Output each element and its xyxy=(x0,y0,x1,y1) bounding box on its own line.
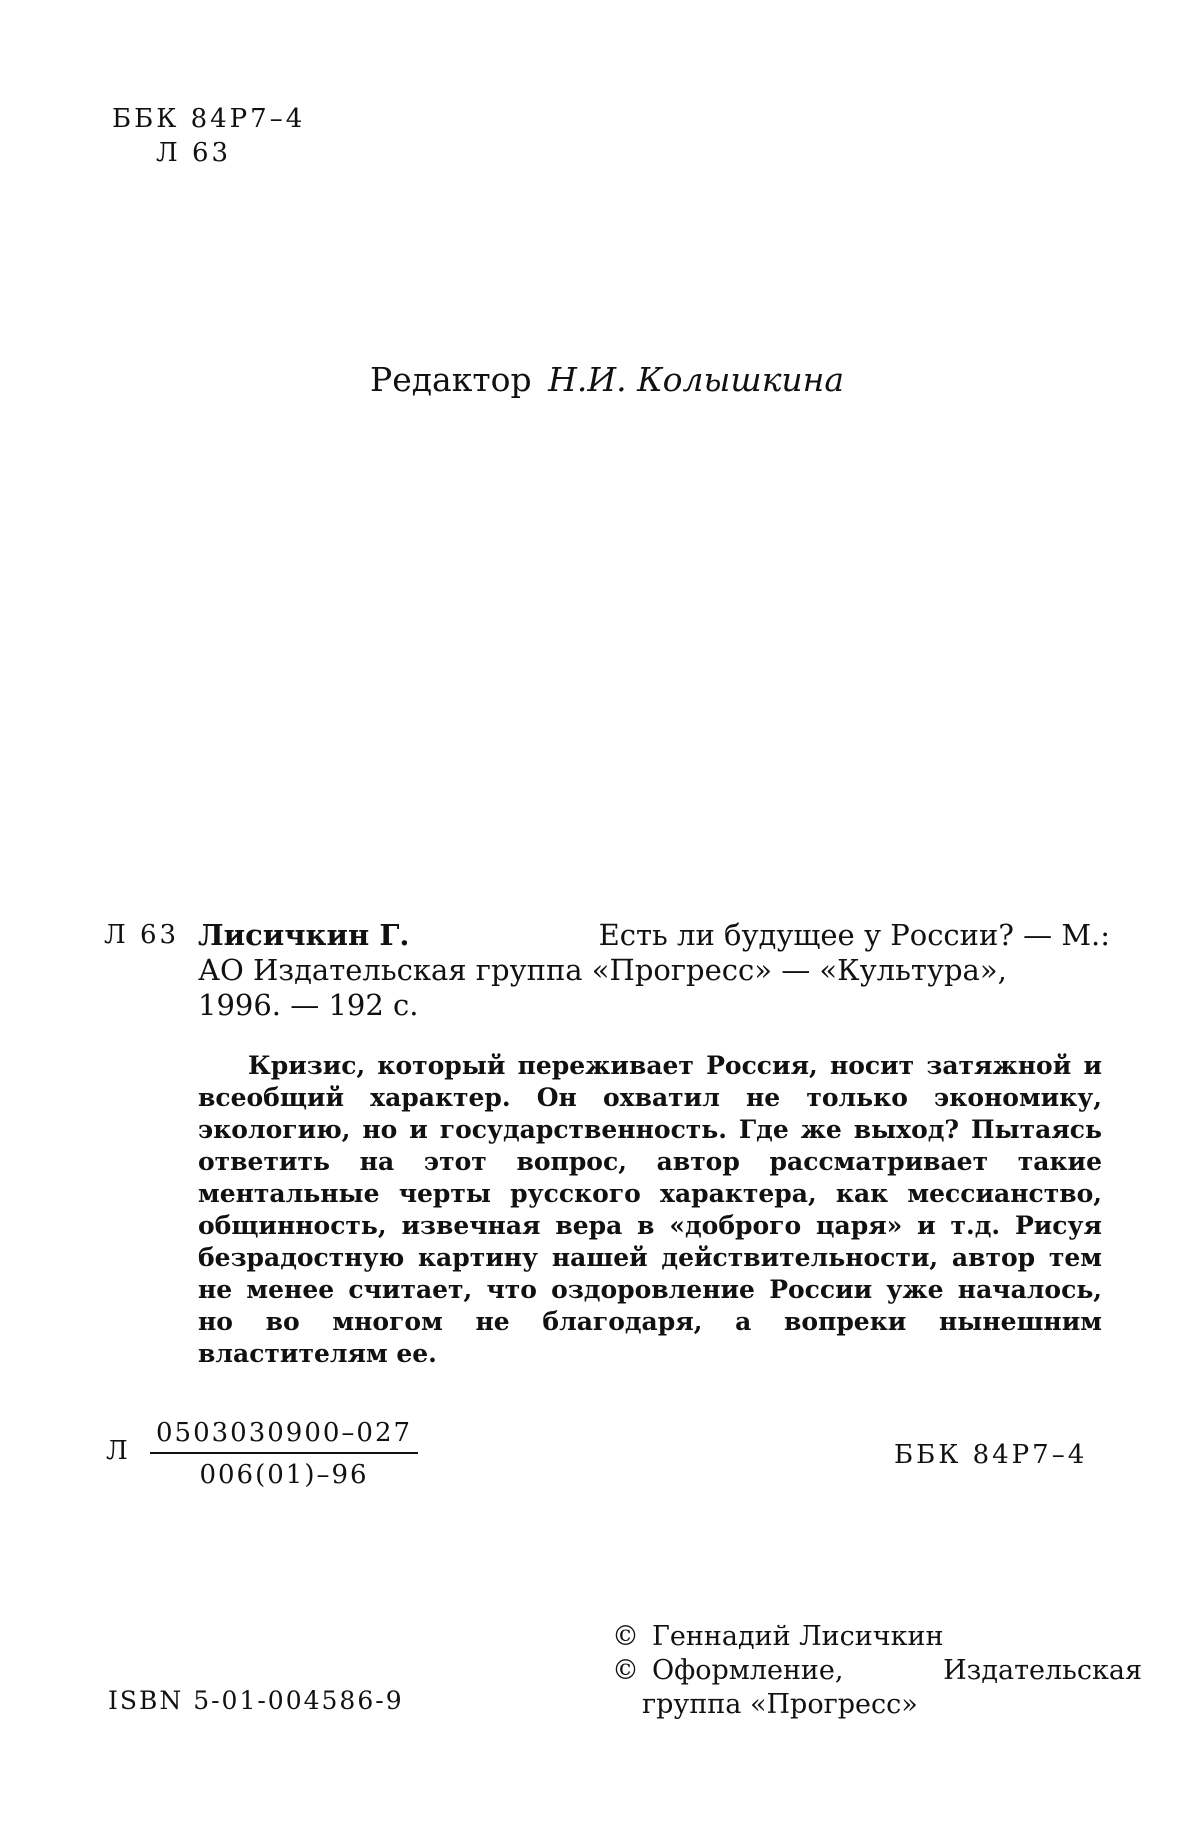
copyright-author: Геннадий Лисичкин xyxy=(652,1621,944,1652)
publication-index xyxy=(150,1418,418,1490)
copyright-line xyxy=(612,1688,1142,1722)
index-letter: Л xyxy=(106,1436,128,1466)
entry-year-pages-text: 1996. — 192 с. xyxy=(198,988,419,1022)
index-numerator: 0503030900–027 xyxy=(150,1418,418,1454)
copyright-block xyxy=(612,1620,1142,1722)
bbk-code: ББК 84Р7–4 xyxy=(112,104,306,134)
entry-publisher xyxy=(198,953,1110,988)
entry-year-pages xyxy=(198,988,1110,1023)
copyright-icon: © xyxy=(612,1655,639,1686)
copyright-line xyxy=(612,1620,1142,1654)
editor-label: Редактор xyxy=(370,360,532,399)
copyright-design xyxy=(652,1654,1142,1688)
entry-title: Есть ли будущее у России? — М.: xyxy=(598,918,1110,952)
index-denominator: 006(01)–96 xyxy=(199,1460,369,1490)
editor-name: Н.И. Колышкина xyxy=(548,360,845,399)
copyright-icon: © xyxy=(612,1621,639,1652)
copyright-design-label: Оформление, xyxy=(652,1655,844,1686)
editor-credit xyxy=(370,360,844,399)
abstract-text: Кризис, который переживает Россия, носит затяжной и всеобщий характер. Он охватил не только экономику, экологию, но и государственность. Где же выход? Пытаясь ответить на этот вопрос, автор рассматривает такие ментальные черты русского характера, как мессианство, общинность, извечная вера в «доброго царя» и т.д. Рисуя безрадостную картину нашей действительности, автор тем не менее считает, что оздоровление России уже началось, но во многом не благодаря, а вопреки нынешним властителям ее. xyxy=(198,1051,1102,1368)
bbk-classification-bottom: ББК 84Р7–4 xyxy=(894,1440,1088,1470)
catalog-entry xyxy=(198,918,1110,1023)
entry-author: Лисичкин Г. xyxy=(198,918,410,952)
entry-publisher-text: АО Издательская группа «Прогресс» — «Культура», xyxy=(198,953,1007,987)
copyright-design-publisher: Издательская xyxy=(943,1655,1142,1686)
catalog-entry-code: Л 63 xyxy=(104,920,180,950)
bbk-classification-top xyxy=(112,102,305,170)
copyright-publisher-group: группа «Прогресс» xyxy=(642,1689,918,1720)
author-mark: Л 63 xyxy=(156,138,232,168)
book-abstract xyxy=(198,1050,1102,1370)
copyright-line xyxy=(612,1654,1142,1688)
catalog-entry-line xyxy=(198,918,1110,953)
isbn: ISBN 5-01-004586-9 xyxy=(108,1686,404,1715)
